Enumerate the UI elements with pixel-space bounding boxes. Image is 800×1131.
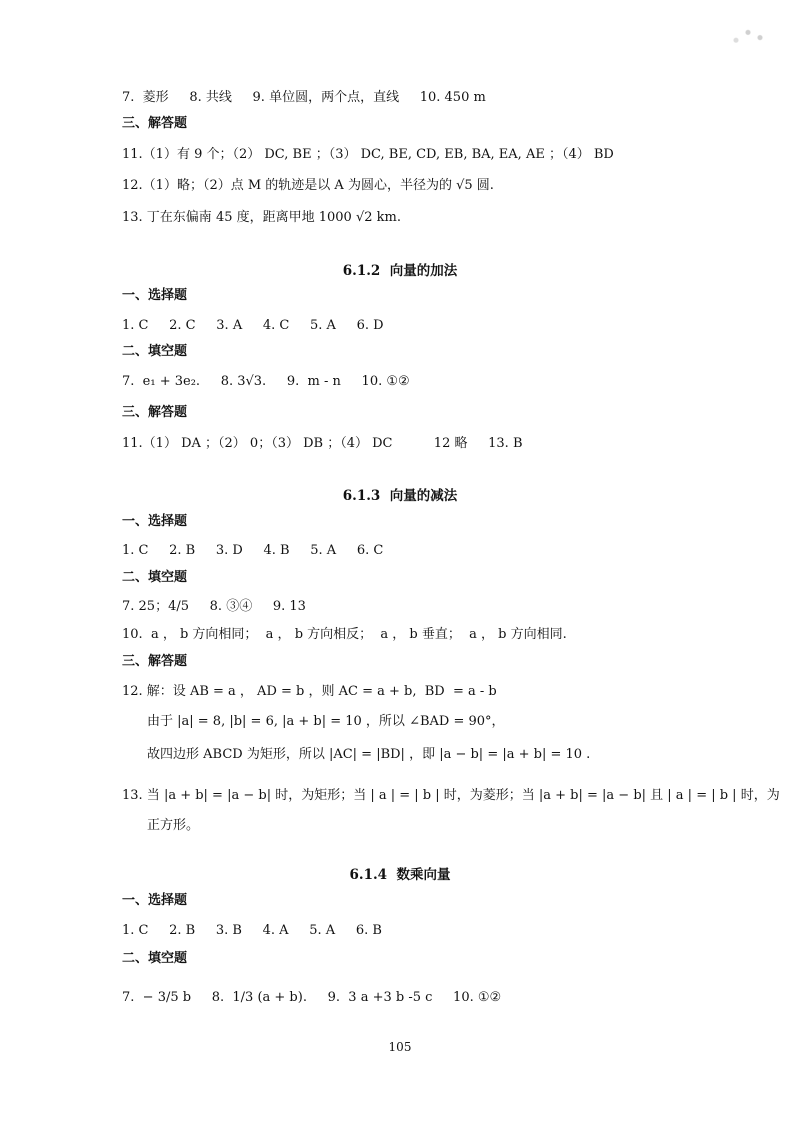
- section-heading: 三、解答题: [122, 405, 188, 420]
- answer-line: 13. 当 |a + b| = |a − b| 时，为矩形；当 | a | = | b | 时，为菱形；当 |a + b| = |a − b| 且 | a | = | b | 时，为: [122, 788, 780, 803]
- section-heading: 二、填空题: [122, 344, 188, 359]
- answer-line: 7. e₁ + 3e₂. 8. 3√3. 9. m - n 10. ①②: [122, 374, 410, 389]
- section-heading: 二、填空题: [122, 570, 188, 585]
- answer-line: 10. a ， b 方向相同； a ， b 方向相反； a ， b 垂直； a ， b 方向相同.: [122, 627, 567, 642]
- scan-artifact: [652, 22, 772, 48]
- answer-line: 1. C 2. B 3. D 4. B 5. A 6. C: [122, 543, 384, 558]
- answer-line: 1. C 2. B 3. B 4. A 5. A 6. B: [122, 923, 382, 938]
- page-number: 105: [388, 1040, 412, 1054]
- section-heading: 一、选择题: [122, 514, 188, 529]
- answer-line: 正方形。: [147, 818, 200, 833]
- section-heading: 三、解答题: [122, 654, 188, 669]
- subsection-title: 6.1.2 向量的加法: [342, 263, 458, 279]
- section-heading: 三、解答题: [122, 116, 188, 131]
- answer-line: 7. 菱形 8. 共线 9. 单位圆，两个点，直线 10. 450 m: [122, 90, 486, 105]
- section-heading: 一、选择题: [122, 288, 188, 303]
- section-heading: 二、填空题: [122, 951, 188, 966]
- answer-line: 12.（1）略；（2）点 M 的轨迹是以 A 为圆心，半径为的 √5 圆.: [122, 178, 494, 193]
- answer-line: 7. 25；4/5 8. ③④ 9. 13: [122, 599, 306, 614]
- section-heading: 一、选择题: [122, 893, 188, 908]
- answer-line: 由于 |a| = 8, |b| = 6, |a + b| = 10 ，所以 ∠BAD = 90°，: [147, 714, 505, 729]
- answer-line: 11.（1）有 9 个；（2） DC, BE ；（3） DC, BE, CD, EB, BA, EA, AE ；（4） BD: [122, 147, 614, 162]
- answer-line: 7. − 3/5 b 8. 1/3 (a + b). 9. 3 a +3 b -5 c 10. ①②: [122, 990, 502, 1005]
- answer-line: 11.（1） DA ；（2） 0；（3） DB ；（4） DC 12 略 13. B: [122, 436, 523, 451]
- answer-line: 1. C 2. C 3. A 4. C 5. A 6. D: [122, 318, 384, 333]
- answer-line: 故四边形 ABCD 为矩形，所以 |AC| = |BD| ，即 |a − b| = |a + b| = 10 .: [147, 747, 591, 762]
- subsection-title: 6.1.3 向量的减法: [342, 488, 458, 504]
- subsection-title: 6.1.4 数乘向量: [349, 867, 451, 883]
- answer-line: 13. 丁在东偏南 45 度，距离甲地 1000 √2 km.: [122, 210, 401, 225]
- answer-line: 12. 解：设 AB = a ， AD = b ，则 AC = a + b, BD = a - b: [122, 684, 497, 699]
